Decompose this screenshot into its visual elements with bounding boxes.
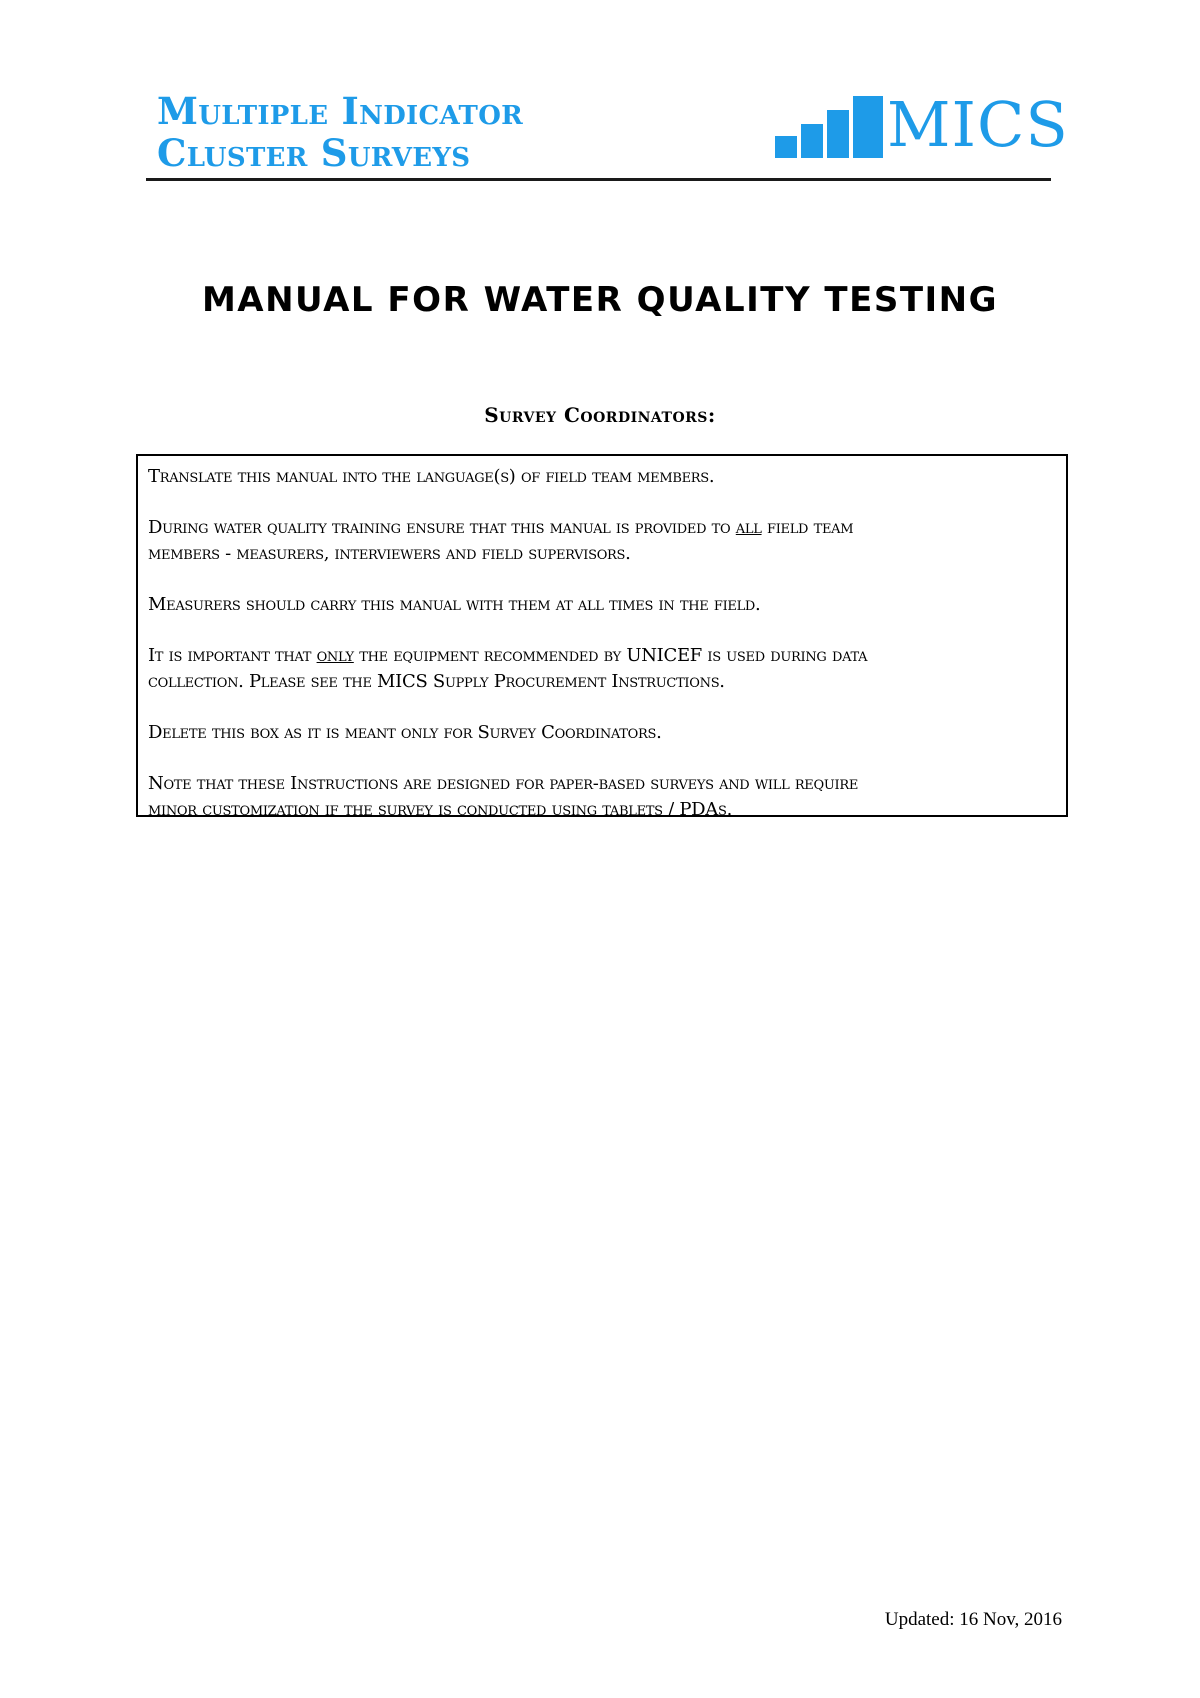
note-emphasis: only bbox=[316, 645, 354, 666]
page-title: MANUAL FOR WATER QUALITY TESTING bbox=[201, 280, 999, 320]
mics-logo bbox=[775, 88, 1069, 161]
note-text: Translate this manual into the language(s) of field team members. bbox=[148, 466, 715, 487]
note-paragraph-6 bbox=[148, 771, 1056, 823]
updated-date: Updated: 16 Nov, 2016 bbox=[884, 1609, 1062, 1630]
note-text: minor customization if the survey is conducted using tablets / PDAs. bbox=[148, 799, 733, 820]
coordinator-note-box bbox=[136, 454, 1068, 820]
note-paragraph-5 bbox=[148, 720, 1056, 746]
logo-bar-4 bbox=[853, 96, 883, 158]
note-text: Delete this box as it is meant only for Survey Coordinators. bbox=[148, 722, 662, 743]
note-text: the equipment recommended by UNICEF is used during data bbox=[353, 645, 868, 666]
header-divider bbox=[146, 178, 1051, 181]
logo-bar-3 bbox=[827, 110, 849, 158]
program-name-line1: Multiple Indicator bbox=[157, 89, 524, 133]
note-text: Measurers should carry this manual with them at all times in the field. bbox=[148, 594, 761, 615]
note-emphasis: all bbox=[735, 517, 762, 538]
box-heading: Survey Coordinators: bbox=[484, 403, 716, 427]
program-name bbox=[157, 90, 523, 174]
note-text: Note that these Instructions are designed for paper-based surveys and will require bbox=[148, 773, 859, 794]
note-text: field team bbox=[761, 517, 854, 538]
note-paragraph-3 bbox=[148, 592, 1056, 618]
note-paragraph-1 bbox=[148, 464, 1056, 490]
logo-bar-1 bbox=[775, 136, 797, 158]
note-text: During water quality training ensure that this manual is provided to bbox=[148, 517, 736, 538]
logo-text: MICS bbox=[887, 88, 1069, 161]
note-paragraph-4 bbox=[148, 643, 1056, 695]
program-name-line2: Cluster Surveys bbox=[157, 131, 471, 175]
note-paragraph-2 bbox=[148, 515, 1056, 567]
logo-bar-2 bbox=[801, 124, 823, 158]
note-text: collection. Please see the MICS Supply Procurement Instructions. bbox=[148, 671, 725, 692]
note-text: It is important that bbox=[148, 645, 317, 666]
note-text: members - measurers, interviewers and field supervisors. bbox=[148, 543, 631, 564]
